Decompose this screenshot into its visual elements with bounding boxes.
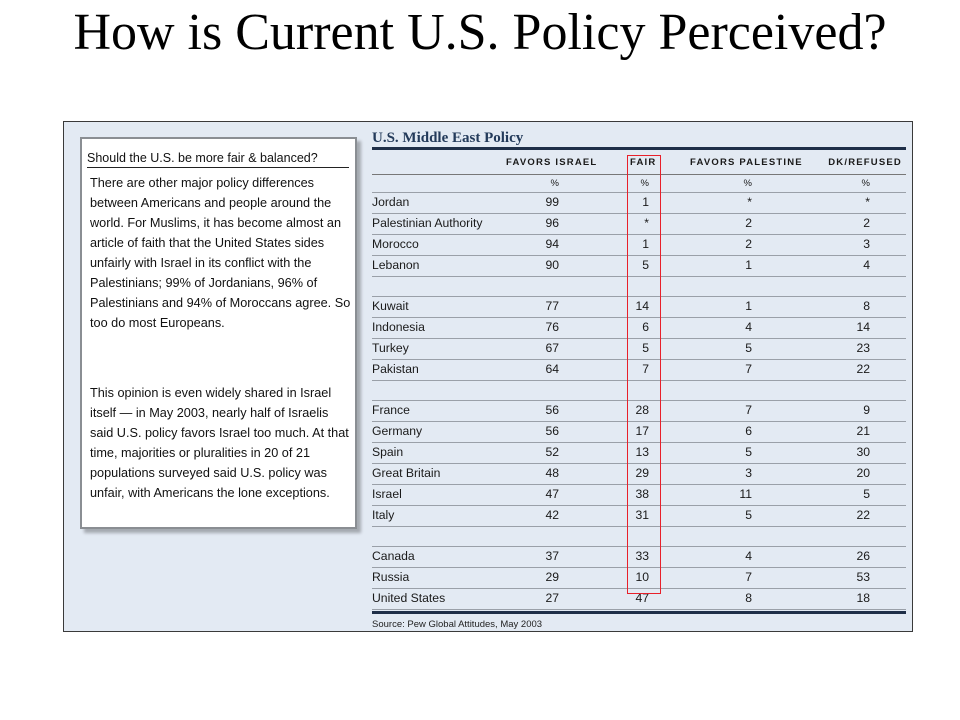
favors-palestine-cell: 4 xyxy=(745,549,752,563)
fair-cell: 29 xyxy=(635,466,649,480)
favors-israel-cell: 67 xyxy=(545,341,559,355)
country-cell: Russia xyxy=(372,570,410,584)
dk-refused-cell: 53 xyxy=(856,570,870,584)
favors-palestine-cell: 6 xyxy=(745,424,752,438)
table-title: U.S. Middle East Policy xyxy=(372,130,524,146)
unit-cell: % xyxy=(743,178,752,189)
dk-refused-cell: 23 xyxy=(856,341,870,355)
country-cell: Lebanon xyxy=(372,258,420,272)
favors-palestine-cell: * xyxy=(747,195,752,209)
favors-israel-cell: 56 xyxy=(545,403,559,417)
sidebar-box xyxy=(80,137,357,529)
dk-refused-cell: 5 xyxy=(863,487,870,501)
favors-israel-cell: 77 xyxy=(545,299,559,313)
country-cell: Italy xyxy=(372,508,395,522)
favors-palestine-cell: 11 xyxy=(739,487,752,501)
favors-palestine-cell: 8 xyxy=(745,591,752,605)
unit-cell: % xyxy=(861,178,870,189)
source-note: Source: Pew Global Attitudes, May 2003 xyxy=(372,619,543,630)
sidebar-paragraph: There are other major policy differences between Americans and people around the world. For Muslims, it has become almost an article of faith that the United States sides unfairly with Israel in its conflict with the Palestinians; 99% of Jordanians, 96% of Palestinians and 94% of Moroccans agree. So too do most Europeans. xyxy=(90,176,351,330)
favors-israel-cell: 29 xyxy=(545,570,559,584)
country-cell: Kuwait xyxy=(372,299,409,313)
favors-palestine-cell: 1 xyxy=(745,299,752,313)
fair-cell: 10 xyxy=(635,570,649,584)
country-cell: Palestinian Authority xyxy=(372,216,483,230)
favors-israel-cell: 52 xyxy=(545,445,559,459)
fair-cell: * xyxy=(644,216,649,230)
country-cell: Jordan xyxy=(372,195,410,209)
footer-rule xyxy=(372,611,906,614)
fair-cell: 17 xyxy=(635,424,649,438)
dk-refused-cell: 20 xyxy=(856,466,870,480)
dk-refused-cell: 22 xyxy=(856,508,870,522)
favors-palestine-cell: 3 xyxy=(745,466,752,480)
favors-palestine-cell: 5 xyxy=(745,341,752,355)
favors-palestine-cell: 5 xyxy=(745,445,752,459)
fair-cell: 1 xyxy=(642,195,649,209)
favors-israel-cell: 99 xyxy=(545,195,559,209)
favors-palestine-cell: 5 xyxy=(745,508,752,522)
favors-palestine-cell: 1 xyxy=(745,258,752,272)
dk-refused-cell: 26 xyxy=(856,549,870,563)
country-cell: Morocco xyxy=(372,237,419,251)
favors-israel-cell: 76 xyxy=(545,320,559,334)
dk-refused-cell: 4 xyxy=(863,258,870,272)
dk-refused-cell: 3 xyxy=(863,237,870,251)
header-dk-refused: DK/REFUSED xyxy=(828,157,902,168)
favors-palestine-cell: 7 xyxy=(745,403,752,417)
fair-cell: 38 xyxy=(635,487,649,501)
dk-refused-cell: 30 xyxy=(856,445,870,459)
sidebar-paragraph: This opinion is even widely shared in Israel itself — in May 2003, nearly half of Israelis said U.S. policy favors Israel too much. At that time, majorities or pluralities in 20 of 21 populations surveyed said U.S. policy was unfair, with Americans the lone exceptions. xyxy=(90,386,349,500)
country-cell: Indonesia xyxy=(372,320,425,334)
favors-palestine-cell: 7 xyxy=(745,570,752,584)
favors-israel-cell: 48 xyxy=(545,466,559,480)
country-cell: Pakistan xyxy=(372,362,419,376)
favors-israel-cell: 90 xyxy=(545,258,559,272)
favors-palestine-cell: 2 xyxy=(745,216,752,230)
unit-cell: % xyxy=(550,178,559,189)
country-cell: United States xyxy=(372,591,446,605)
country-cell: Turkey xyxy=(372,341,409,355)
country-cell: Spain xyxy=(372,445,404,459)
unit-cell: % xyxy=(640,178,649,189)
favors-palestine-cell: 7 xyxy=(745,362,752,376)
favors-palestine-cell: 4 xyxy=(745,320,752,334)
slide-title: How is Current U.S. Policy Perceived? xyxy=(73,4,887,61)
fair-cell: 6 xyxy=(642,320,649,334)
favors-palestine-cell: 2 xyxy=(745,237,752,251)
sidebar-title: Should the U.S. be more fair & balanced? xyxy=(87,150,349,168)
fair-cell: 7 xyxy=(642,362,649,376)
country-cell: Canada xyxy=(372,549,415,563)
favors-israel-cell: 27 xyxy=(545,591,559,605)
dk-refused-cell: 22 xyxy=(856,362,870,376)
dk-refused-cell: 21 xyxy=(856,424,870,438)
favors-israel-cell: 42 xyxy=(545,508,559,522)
favors-israel-cell: 37 xyxy=(545,549,559,563)
fair-cell: 1 xyxy=(642,237,649,251)
country-cell: Great Britain xyxy=(372,466,441,480)
favors-israel-cell: 64 xyxy=(545,362,559,376)
favors-israel-cell: 94 xyxy=(545,237,559,251)
dk-refused-cell: 18 xyxy=(856,591,870,605)
dk-refused-cell: * xyxy=(865,195,870,209)
favors-israel-cell: 47 xyxy=(545,487,559,501)
fair-cell: 14 xyxy=(635,299,649,313)
fair-cell: 47 xyxy=(635,591,649,605)
fair-cell: 5 xyxy=(642,341,649,355)
fair-cell: 28 xyxy=(635,403,649,417)
fair-cell: 33 xyxy=(635,549,649,563)
fair-cell: 5 xyxy=(642,258,649,272)
country-cell: Germany xyxy=(372,424,423,438)
header-favors-palestine: FAVORS PALESTINE xyxy=(690,157,803,168)
country-cell: France xyxy=(372,403,410,417)
header-favors-israel: FAVORS ISRAEL xyxy=(506,157,598,168)
fair-cell: 13 xyxy=(635,445,649,459)
dk-refused-cell: 9 xyxy=(863,403,870,417)
header-fair: FAIR xyxy=(630,157,657,168)
fair-column-highlight xyxy=(627,155,661,594)
favors-israel-cell: 56 xyxy=(545,424,559,438)
dk-refused-cell: 2 xyxy=(863,216,870,230)
favors-israel-cell: 96 xyxy=(545,216,559,230)
dk-refused-cell: 8 xyxy=(863,299,870,313)
country-cell: Israel xyxy=(372,487,402,501)
fair-cell: 31 xyxy=(635,508,649,522)
dk-refused-cell: 14 xyxy=(856,320,870,334)
